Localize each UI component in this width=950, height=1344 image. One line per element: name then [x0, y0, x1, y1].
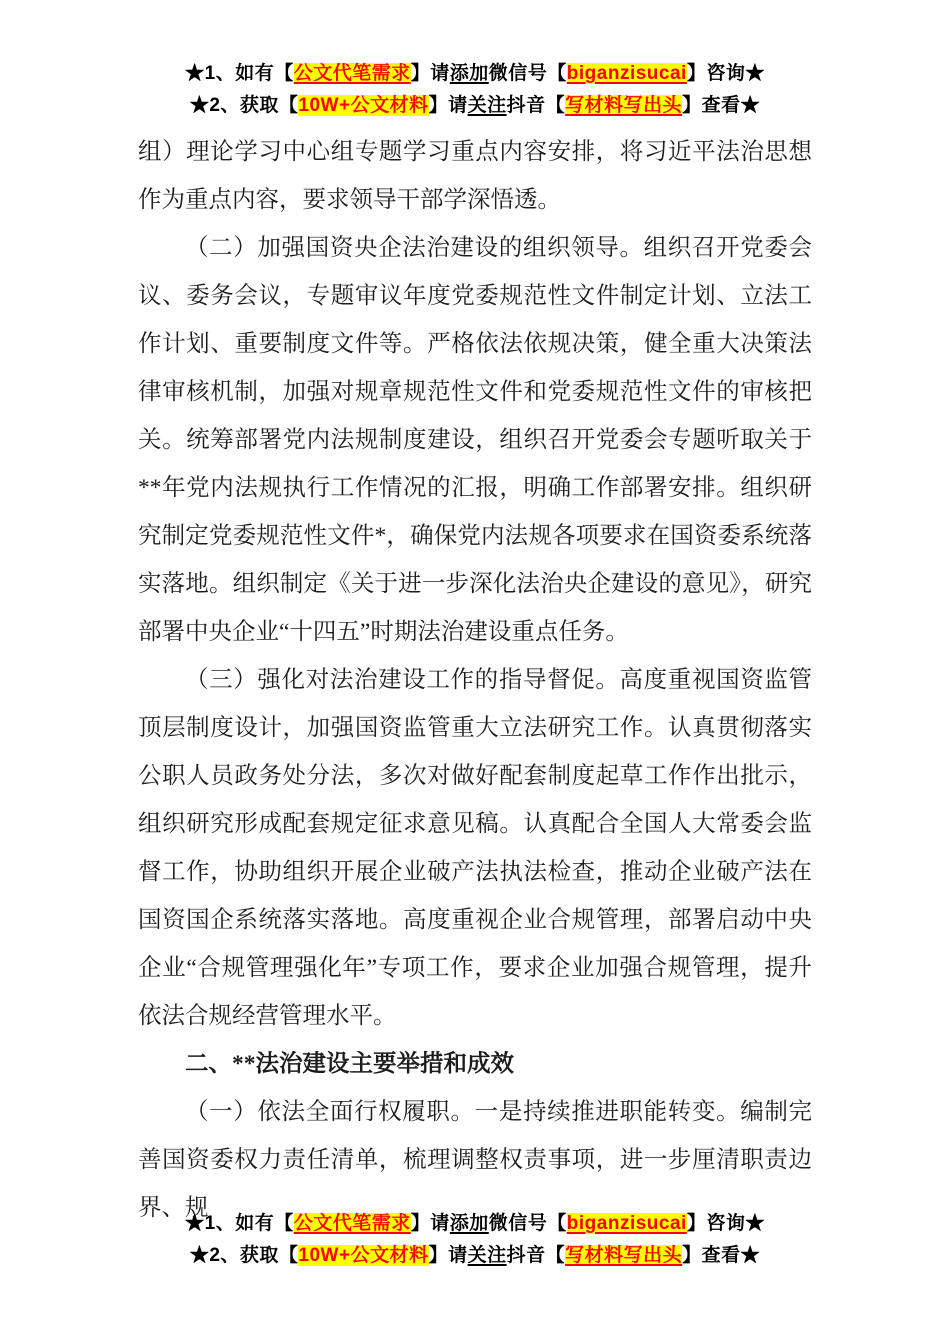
promo-action-add: 添加 [449, 63, 489, 84]
promo-connector: 】请 [410, 63, 450, 84]
promo-connector: 】请 [410, 1213, 450, 1234]
promo-star-prefix: ★1、如有【 [185, 1213, 294, 1234]
promo-line [0, 58, 950, 90]
promo-star-suffix: 】咨询★ [686, 1213, 765, 1234]
promo-footer [0, 1208, 950, 1272]
section-heading: 二、**法治建设主要举措和成效 [185, 1051, 514, 1077]
promo-star-prefix: ★2、获取【 [189, 1245, 299, 1266]
promo-keyword-service: 公文代笔需求 [293, 63, 411, 84]
promo-keyword-service: 公文代笔需求 [293, 1213, 411, 1234]
promo-action-add: 添加 [449, 1213, 489, 1234]
promo-star-prefix: ★1、如有【 [185, 63, 294, 84]
promo-star-suffix: 】查看★ [682, 95, 761, 116]
promo-line [0, 1240, 950, 1272]
promo-keyword-materials: 10W+公文材料 [298, 1245, 429, 1266]
promo-star-suffix: 】咨询★ [686, 63, 765, 84]
promo-channel-wechat: 微信号【 [488, 63, 567, 84]
promo-channel-wechat: 微信号【 [488, 1213, 567, 1234]
promo-wechat-id: biganzisucai [566, 63, 687, 84]
document-body [138, 128, 812, 1232]
body-paragraph: 组）理论学习中心组专题学习重点内容安排，将习近平法治思想作为重点内容，要求领导干部学深悟透。 [138, 139, 812, 213]
promo-header [0, 58, 950, 122]
promo-action-follow: 关注 [467, 1245, 507, 1266]
promo-line [0, 90, 950, 122]
promo-channel-douyin: 抖音【 [506, 1245, 566, 1266]
promo-connector: 】请 [428, 95, 468, 116]
promo-keyword-materials: 10W+公文材料 [298, 95, 429, 116]
promo-wechat-id: biganzisucai [566, 1213, 687, 1234]
promo-star-prefix: ★2、获取【 [189, 95, 299, 116]
promo-connector: 】请 [428, 1245, 468, 1266]
promo-action-follow: 关注 [467, 95, 507, 116]
promo-douyin-name: 写材料写出头 [565, 95, 683, 116]
promo-channel-douyin: 抖音【 [506, 95, 566, 116]
promo-douyin-name: 写材料写出头 [565, 1245, 683, 1266]
body-paragraph: （二）加强国资央企法治建设的组织领导。组织召开党委会议、委务会议，专题审议年度党委规范性文件制定计划、立法工作计划、重要制度文件等。严格依法依规决策，健全重大决策法律审核机制，加强对规章规范性文件和党委规范性文件的审核把关。统筹部署党内法规制度建设，组织召开党委会专题听取关于**年党内法规执行工作情况的汇报，明确工作部署安排。组织研究制定党委规范性文件*，确保党内法规各项要求在国资委系统落实落地。组织制定《关于进一步深化法治央企建设的意见》，研究部署中央企业“十四五”时期法治建设重点任务。 [138, 235, 812, 645]
promo-line [0, 1208, 950, 1240]
body-paragraph: （一）依法全面行权履职。一是持续推进职能转变。编制完善国资委权力责任清单，梳理调整权责事项，进一步厘清职责边界、规 [138, 1099, 812, 1221]
promo-star-suffix: 】查看★ [682, 1245, 761, 1266]
body-paragraph: （三）强化对法治建设工作的指导督促。高度重视国资监管顶层制度设计，加强国资监管重大立法研究工作。认真贯彻落实公职人员政务处分法，多次对做好配套制度起草工作作出批示，组织研究形成配套规定征求意见稿。认真配合全国人大常委会监督工作，协助组织开展企业破产法执法检查，推动企业破产法在国资国企系统落实落地。高度重视企业合规管理，部署启动中央企业“合规管理强化年”专项工作，要求企业加强合规管理，提升依法合规经营管理水平。 [138, 667, 812, 1029]
